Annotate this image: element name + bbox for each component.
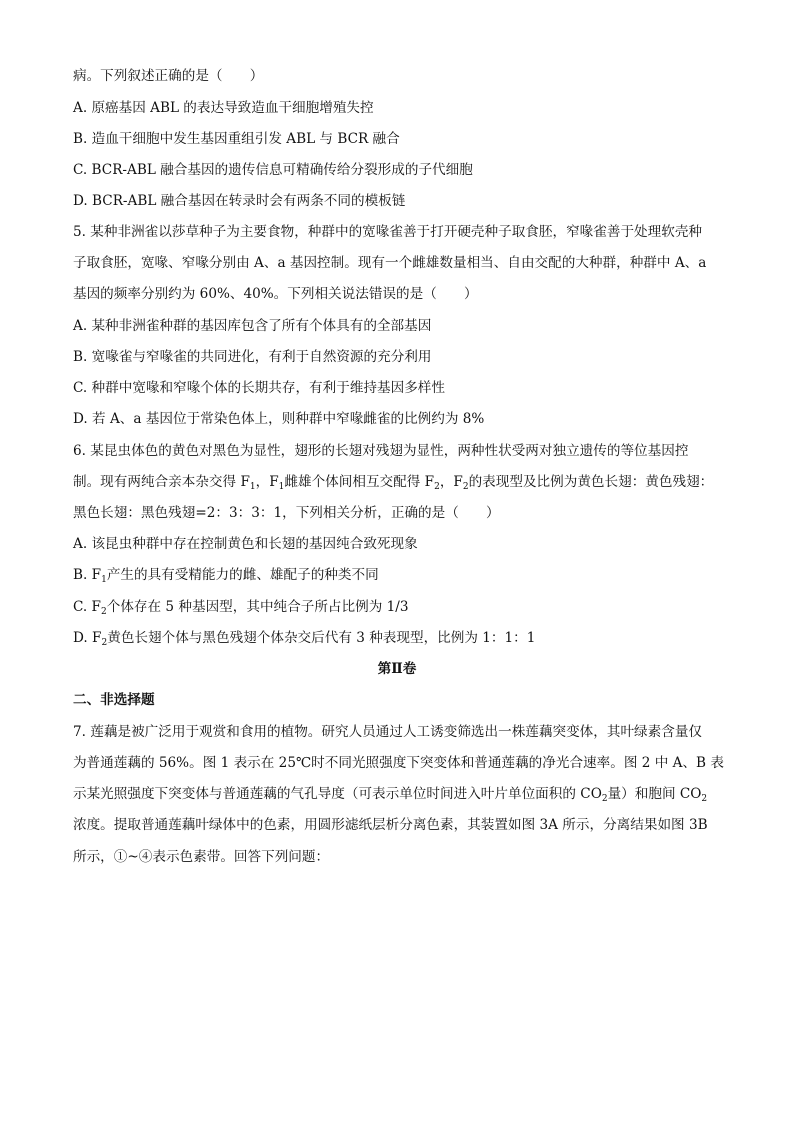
q6-option-a: A. 该昆虫种群中存在控制黄色和长翅的基因纯合致死现象 <box>73 536 418 552</box>
q4-option-a: A. 原癌基因 ABL 的表达导致造血干细胞增殖失控 <box>73 100 374 116</box>
q5-stem-line-3: 基因的频率分别约为 60%、40%。下列相关说法错误的是（ ） <box>73 286 478 302</box>
q4-option-d: D. BCR-ABL 融合基因在转录时会有两条不同的模板链 <box>73 193 406 209</box>
q6-option-c: C. $F_2$个体存在 5 种基因型，其中纯合子所占比例为 1/3 <box>73 599 409 617</box>
q5-option-a: A. 某种非洲雀种群的基因库包含了所有个体具有的全部基因 <box>73 318 432 334</box>
q5-stem-line-1: 5. 某种非洲雀以莎草种子为主要食物，种群中的宽喙雀善于打开硬壳种子取食胚，窄喙雀善于处理软壳种 <box>73 224 703 240</box>
q6-stem-line-3: 黑色长翅：黑色残翅=2：3：3：1，下列相关分析，正确的是（ ） <box>73 505 500 521</box>
section-heading: 二、非选择题 <box>73 692 155 708</box>
q5-option-d: D. 若 A、a 基因位于常染色体上，则种群中窄喙雌雀的比例约为 8% <box>73 411 485 427</box>
q6-option-d: D. $F_2$黄色长翅个体与黑色残翅个体杂交后代有 3 种表现型，比例为 1：1：1 <box>73 630 536 648</box>
q4-option-c: C. BCR-ABL 融合基因的遗传信息可精确传给分裂形成的子代细胞 <box>73 162 473 178</box>
q4-option-b: B. 造血干细胞中发生基因重组引发 ABL 与 BCR 融合 <box>73 131 400 147</box>
q7-stem-line-1: 7. 莲藕是被广泛用于观赏和食用的植物。研究人员通过人工诱变筛选出一株莲藕突变体，其叶绿素含量仅 <box>73 724 703 740</box>
q7-stem-line-3: 示某光照强度下突变体与普通莲藕的气孔导度（可表示单位时间进入叶片单位面积的 $CO_2$量）和胞间 $CO_2$ <box>73 786 708 804</box>
q6-stem-line-2: 制。现有两纯合亲本杂交得 $F_1$，$F_1$雌雄个体间相互交配得 $F_2$，$F_2$的表现型及比例为黄色长翅：黄色残翅： <box>73 474 714 492</box>
q6-stem-line-1: 6. 某昆虫体色的黄色对黑色为显性，翅形的长翅对残翅为显性，两种性状受两对独立遗传的等位基因控 <box>73 443 689 459</box>
q5-stem-line-2: 子取食胚，宽喙、窄喙分别由 A、a 基因控制。现有一个雌雄数量相当、自由交配的大种群，种群中 A、a <box>73 255 707 271</box>
q6-option-b: B. $F_1$产生的具有受精能力的雌、雄配子的种类不同 <box>73 567 379 585</box>
q5-option-c: C. 种群中宽喙和窄喙个体的长期共存，有利于维持基因多样性 <box>73 380 445 396</box>
q7-stem-line-4: 浓度。提取普通莲藕叶绿体中的色素，用圆形滤纸层析分离色素，其装置如图 3A 所示，分离结果如图 3B <box>73 817 708 833</box>
q7-stem-line-2: 为普通莲藕的 56%。图 1 表示在 25℃时不同光照强度下突变体和普通莲藕的净光合速率。图 2 中 A、B 表 <box>73 755 724 771</box>
section-title: 第Ⅱ卷 <box>377 661 417 677</box>
q7-stem-line-5: 所示，①~④表示色素带。回答下列问题： <box>73 849 330 865</box>
q5-option-b: B. 宽喙雀与窄喙雀的共同进化，有利于自然资源的充分利用 <box>73 349 432 365</box>
q4-stem-tail: 病。下列叙述正确的是（ ） <box>73 68 264 84</box>
